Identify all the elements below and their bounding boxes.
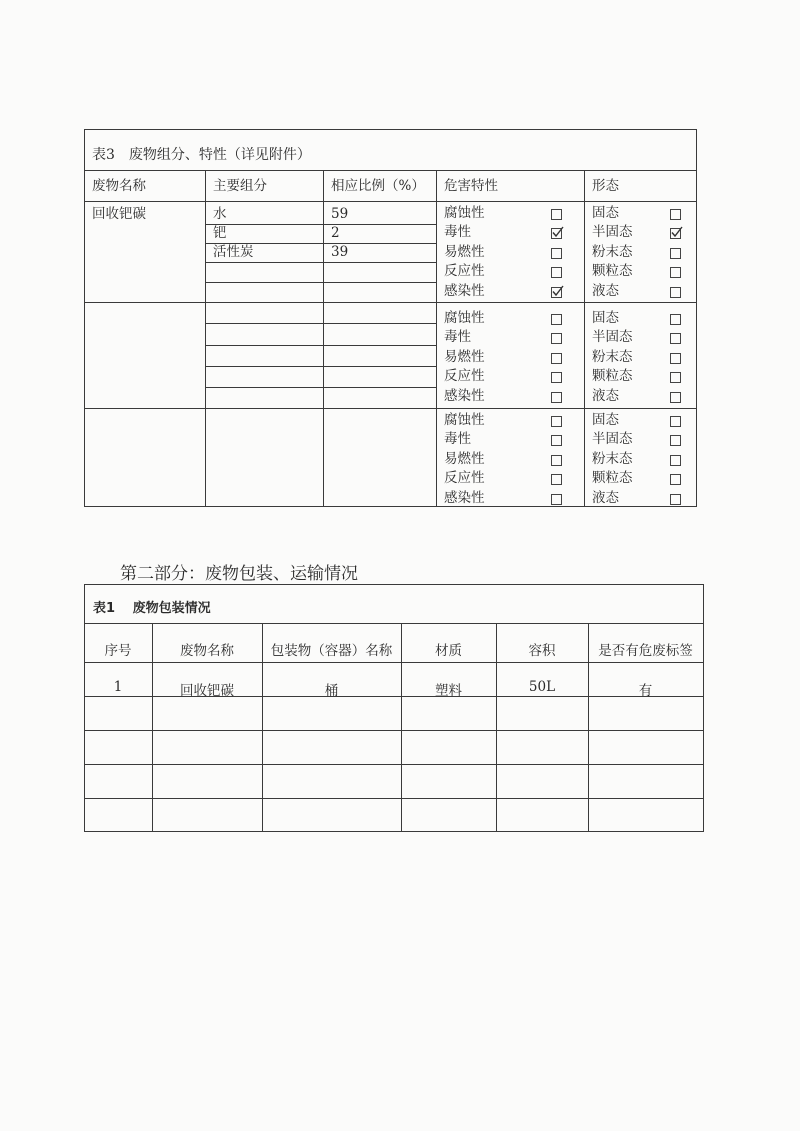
hazard-checkbox[interactable] xyxy=(551,416,562,427)
table1-header: 容积 xyxy=(528,643,556,659)
form-checkbox[interactable] xyxy=(670,333,681,344)
hazard-label: 反应性 xyxy=(444,470,485,487)
component-cell: 钯 xyxy=(213,225,227,241)
table1-title: 表1 废物包装情况 xyxy=(93,601,211,616)
form-label: 半固态 xyxy=(592,329,633,346)
hazard-checkbox[interactable] xyxy=(551,287,562,298)
form-checkbox[interactable] xyxy=(670,372,681,383)
table3-title: 表3 废物组分、特性（详见附件） xyxy=(92,147,311,163)
form-label: 液态 xyxy=(592,489,619,506)
form-checkbox[interactable] xyxy=(670,494,681,505)
form-label: 半固态 xyxy=(592,224,633,241)
hazard-checkbox[interactable] xyxy=(551,314,562,325)
hazard-label: 易燃性 xyxy=(444,450,485,467)
header-form: 形态 xyxy=(592,178,619,194)
form-label: 粉末态 xyxy=(592,243,633,260)
hazard-label: 反应性 xyxy=(444,263,485,280)
form-label: 颗粒态 xyxy=(592,470,633,487)
table1-header: 是否有危废标签 xyxy=(598,643,693,659)
header-ratio: 相应比例（%） xyxy=(331,178,425,194)
header-component: 主要组分 xyxy=(213,178,267,194)
table1-header: 序号 xyxy=(104,643,132,659)
hazard-checkbox[interactable] xyxy=(551,494,562,505)
table1-header: 材质 xyxy=(435,643,462,659)
hazard-checkbox[interactable] xyxy=(551,333,562,344)
hazard-checkbox[interactable] xyxy=(551,267,562,278)
form-label: 液态 xyxy=(592,282,619,299)
hazard-label: 感染性 xyxy=(444,489,485,506)
hazard-label: 毒性 xyxy=(444,224,471,241)
hazard-label: 感染性 xyxy=(444,387,485,404)
form-label: 液态 xyxy=(592,387,619,404)
form-checkbox[interactable] xyxy=(670,248,681,259)
table1-header: 废物名称 xyxy=(180,643,234,659)
hazard-checkbox[interactable] xyxy=(551,435,562,446)
hazard-label: 腐蚀性 xyxy=(444,412,485,428)
hazard-checkbox[interactable] xyxy=(551,474,562,485)
form-checkbox[interactable] xyxy=(670,353,681,364)
table1-cell: 塑料 xyxy=(435,683,462,699)
form-checkbox[interactable] xyxy=(670,314,681,325)
ratio-cell: 59 xyxy=(331,206,349,222)
form-label: 粉末态 xyxy=(592,450,633,467)
form-checkbox[interactable] xyxy=(670,209,681,220)
form-checkbox[interactable] xyxy=(670,228,681,239)
form-label: 颗粒态 xyxy=(592,368,633,385)
hazard-label: 反应性 xyxy=(444,368,485,385)
component-cell: 水 xyxy=(213,206,227,222)
table1-header: 包装物（容器）名称 xyxy=(270,643,393,659)
form-label: 颗粒态 xyxy=(592,263,633,280)
form-label: 固态 xyxy=(592,412,619,428)
table1-cell: 桶 xyxy=(324,683,339,699)
hazard-label: 腐蚀性 xyxy=(444,205,485,221)
ratio-cell: 2 xyxy=(331,225,340,241)
hazard-checkbox[interactable] xyxy=(551,353,562,364)
table1-cell: 1 xyxy=(113,679,123,695)
ratio-cell: 39 xyxy=(331,244,349,260)
header-waste-name: 废物名称 xyxy=(92,178,146,194)
hazard-label: 毒性 xyxy=(444,431,471,448)
waste-name-cell: 回收钯碳 xyxy=(92,206,146,222)
form-checkbox[interactable] xyxy=(670,287,681,298)
hazard-checkbox[interactable] xyxy=(551,392,562,403)
form-checkbox[interactable] xyxy=(670,474,681,485)
hazard-label: 易燃性 xyxy=(444,348,485,365)
form-checkbox[interactable] xyxy=(670,392,681,403)
hazard-checkbox[interactable] xyxy=(551,248,562,259)
hazard-label: 易燃性 xyxy=(444,243,485,260)
form-checkbox[interactable] xyxy=(670,455,681,466)
form-label: 固态 xyxy=(592,310,619,326)
header-hazard: 危害特性 xyxy=(444,178,498,194)
table1-cell: 回收钯碳 xyxy=(180,683,234,699)
component-cell: 活性炭 xyxy=(213,244,254,260)
table1-cell: 50L xyxy=(528,679,556,695)
form-checkbox[interactable] xyxy=(670,416,681,427)
form-label: 粉末态 xyxy=(592,348,633,365)
form-label: 固态 xyxy=(592,205,619,221)
form-checkbox[interactable] xyxy=(670,267,681,278)
hazard-checkbox[interactable] xyxy=(551,372,562,383)
hazard-checkbox[interactable] xyxy=(551,209,562,220)
form-label: 半固态 xyxy=(592,431,633,448)
hazard-checkbox[interactable] xyxy=(551,228,562,239)
hazard-checkbox[interactable] xyxy=(551,455,562,466)
table1-cell: 有 xyxy=(638,683,653,699)
form-checkbox[interactable] xyxy=(670,435,681,446)
hazard-label: 感染性 xyxy=(444,282,485,299)
hazard-label: 毒性 xyxy=(444,329,471,346)
hazard-label: 腐蚀性 xyxy=(444,310,485,326)
section2-heading: 第二部分：废物包装、运输情况 xyxy=(120,564,358,584)
